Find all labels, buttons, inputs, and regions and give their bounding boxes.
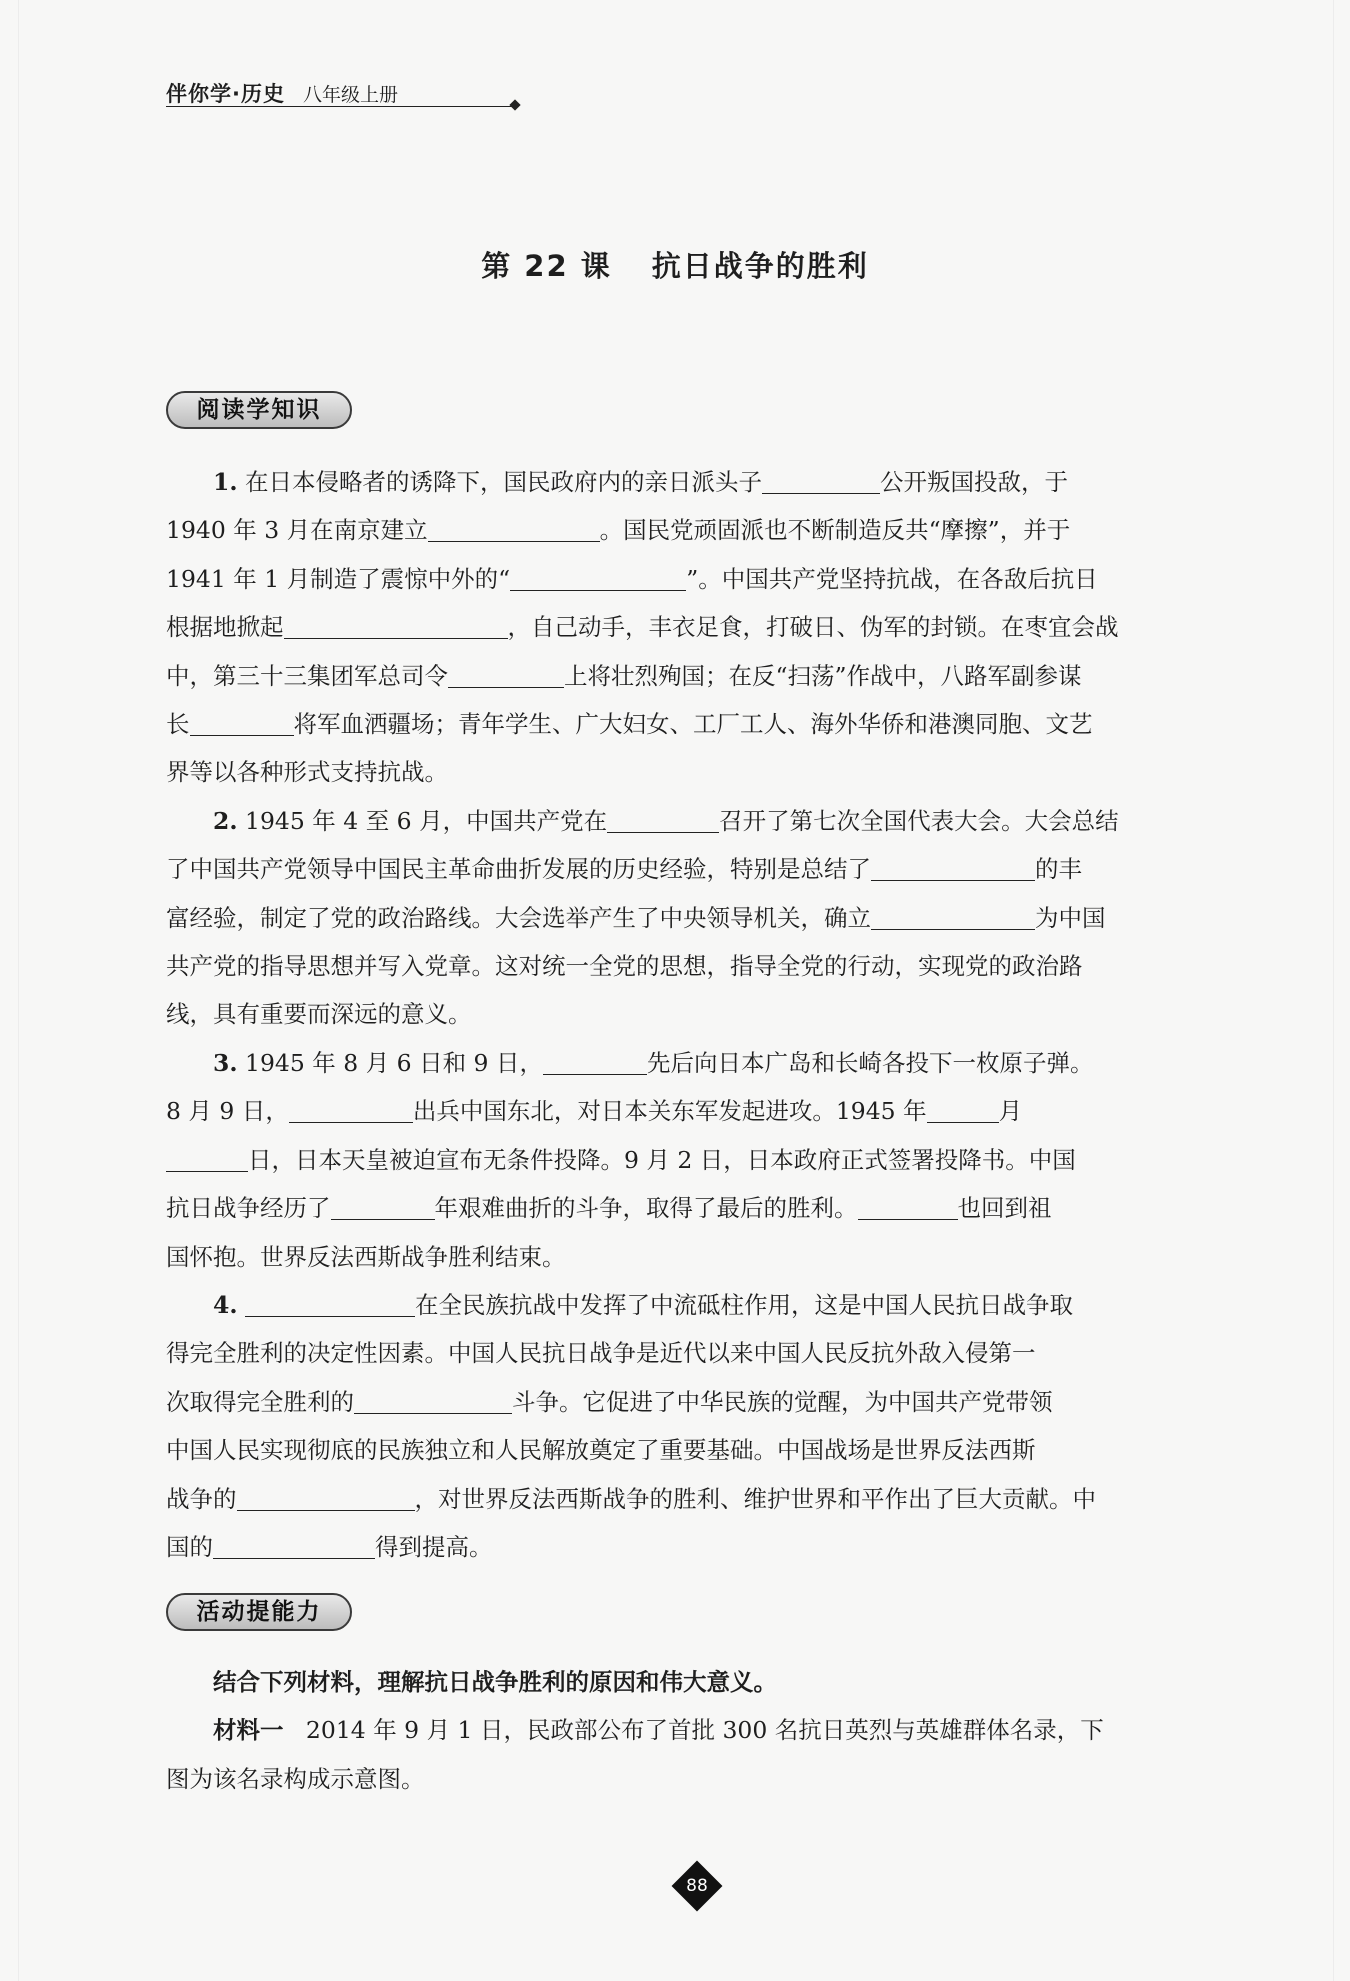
item-1-line-6: 长 将军血洒疆场；青年学生、广大妇女、工厂工人、海外华侨和港澳同胞、文艺 <box>166 710 1093 739</box>
answer-blank[interactable] <box>331 1193 435 1220</box>
item-1-line-4: 根据地掀起 ，自己动手，丰衣足食，打破日、伪军的封锁。在枣宜会战 <box>166 613 1119 642</box>
item-3-line-4: 抗日战争经历了 年艰难曲折的斗争，取得了最后的胜利。 也回到祖 <box>166 1194 1052 1223</box>
page-number-badge <box>672 1861 722 1911</box>
answer-blank[interactable] <box>354 1387 512 1414</box>
section-tag-read <box>166 391 372 431</box>
item-2-line-4: 共产党的指导思想并写入党章。这对统一全党的思想，指导全党的行动，实现党的政治路 <box>166 952 1083 981</box>
book-grade: 八年级上册 <box>302 84 398 106</box>
answer-blank[interactable] <box>871 854 1035 881</box>
item-2-line-5: 线，具有重要而深远的意义。 <box>166 1000 472 1029</box>
answer-blank[interactable] <box>927 1096 999 1123</box>
answer-blank[interactable] <box>607 806 719 833</box>
item-1-line-1: 1. 在日本侵略者的诱降下，国民政府内的亲日派头子 公开叛国投敌，于 <box>213 468 1069 496</box>
lesson-title <box>0 244 1350 285</box>
answer-blank[interactable] <box>510 564 686 591</box>
item-4-line-2: 得完全胜利的决定性因素。中国人民抗日战争是近代以来中国人民反抗外敌入侵第一 <box>166 1339 1036 1368</box>
answer-blank[interactable] <box>213 1532 375 1559</box>
material-1-cont: 图为该名录构成示意图。 <box>166 1764 425 1793</box>
material-1: 材料一 2014 年 9 月 1 日，民政部公布了首批 300 名抗日英烈与英雄群体名录，下 <box>213 1716 1104 1745</box>
answer-blank[interactable] <box>858 1193 958 1220</box>
answer-blank[interactable] <box>428 515 600 542</box>
answer-blank[interactable] <box>190 709 294 736</box>
answer-blank[interactable] <box>166 1145 248 1172</box>
item-1-line-7: 界等以各种形式支持抗战。 <box>166 758 448 787</box>
item-1-line-2: 1940 年 3 月在南京建立 。国民党顽固派也不断制造反共“摩擦”，并于 <box>166 516 1071 545</box>
item-4-line-5: 战争的 ，对世界反法西斯战争的胜利、维护世界和平作出了巨大贡献。中 <box>166 1484 1096 1513</box>
answer-blank[interactable] <box>237 1484 415 1511</box>
answer-blank[interactable] <box>245 1290 415 1317</box>
item-3-line-3: 日，日本天皇被迫宣布无条件投降。9 月 2 日，日本政府正式签署投降书。中国 <box>166 1136 1216 1184</box>
item-4-line-4: 中国人民实现彻底的民族独立和人民解放奠定了重要基础。中国战场是世界反法西斯 <box>166 1436 1036 1465</box>
item-3-line-2: 8 月 9 日， 出兵中国东北，对日本关东军发起进攻。1945 年 月 <box>166 1097 1023 1126</box>
book-brand: 伴你学·历史 <box>166 82 285 106</box>
activity-content <box>166 1658 1216 1803</box>
item-4-line-3: 次取得完全胜利的 斗争。它促进了中华民族的觉醒，为中国共产党带领 <box>166 1387 1053 1416</box>
item-1-line-5: 中，第三十三集团军总司令 上将壮烈殉国；在反“扫荡”作战中，八路军副参谋 <box>166 661 1082 690</box>
running-header <box>166 78 398 108</box>
activity-prompt: 结合下列材料，理解抗日战争胜利的原因和伟大意义。 <box>213 1668 777 1696</box>
lesson-name: 抗日战争的胜利 <box>651 249 869 283</box>
answer-blank[interactable] <box>284 612 508 639</box>
item-3-line-5: 国怀抱。世界反法西斯战争胜利结束。 <box>166 1242 566 1271</box>
answer-blank[interactable] <box>289 1096 413 1123</box>
answer-blank[interactable] <box>762 467 880 494</box>
answer-blank[interactable] <box>871 903 1035 930</box>
item-3-line-1: 3. 1945 年 8 月 6 日和 9 日， 先后向日本广岛和长崎各投下一枚原子弹。 <box>213 1048 1094 1077</box>
item-4-line-6: 国的 得到提高。 <box>166 1532 493 1561</box>
item-2-line-1: 2. 1945 年 4 至 6 月，中国共产党在 召开了第七次全国代表大会。大会总结 <box>213 806 1119 835</box>
section-read-label: 阅读学知识 <box>196 397 322 423</box>
answer-blank[interactable] <box>448 661 564 688</box>
section-activity-label: 活动提能力 <box>196 1599 322 1625</box>
answer-blank[interactable] <box>543 1048 647 1075</box>
page-number: 88 <box>686 1876 708 1896</box>
item-2-line-3: 富经验，制定了党的政治路线。大会选举产生了中央领导机关，确立 为中国 <box>166 903 1106 932</box>
item-1-line-3: 1941 年 1 月制造了震惊中外的“ ”。中国共产党坚持抗战，在各敌后抗日 <box>166 564 1098 593</box>
material-label: 材料一 <box>213 1716 284 1745</box>
item-2-line-2: 了中国共产党领导中国民主革命曲折发展的历史经验，特别是总结了 的丰 <box>166 855 1082 884</box>
header-rule <box>166 106 516 107</box>
item-4-line-1: 4. 在全民族抗战中发挥了中流砥柱作用，这是中国人民抗日战争取 <box>213 1290 1074 1319</box>
section-tag-activity <box>166 1593 372 1633</box>
knowledge-content <box>166 458 1216 1571</box>
lesson-number: 第 22 课 <box>481 249 612 283</box>
